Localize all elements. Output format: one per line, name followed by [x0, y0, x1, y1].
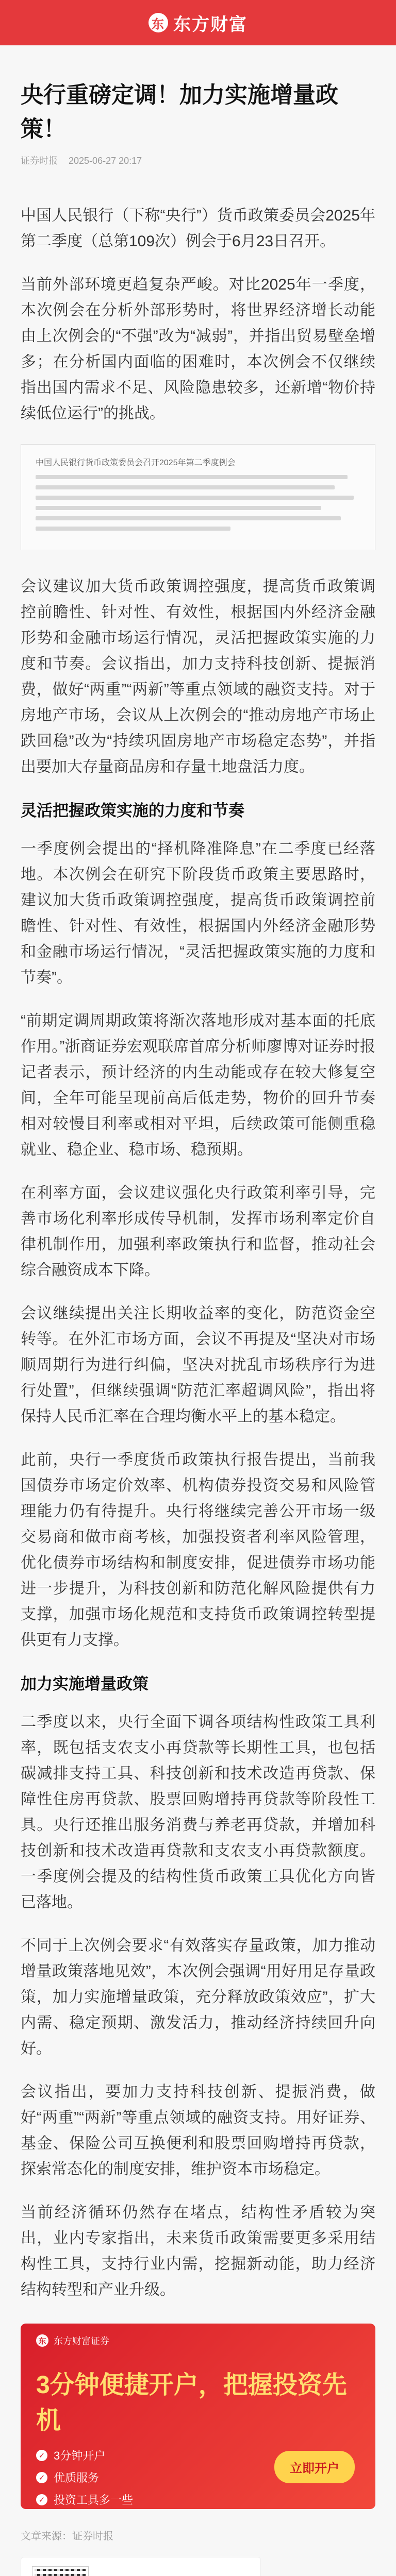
- article-paragraph: 当前外部环境更趋复杂严峻。对比2025年一季度，本次例会在分析外部形势时，将世界经济增长动能由上次例会的“不强”改为“减弱”，并指出贸易壁垒增多；在分析国内面临的困难时，本次例会不仅继续指出国内需求不足、风险隐患较多，还新增“物价持续低位运行”的挑战。: [21, 276, 375, 422]
- qr-card: [21, 2557, 261, 2576]
- brand-logo[interactable]: [148, 10, 248, 36]
- screenshot-caption: 中国人民银行货币政策委员会召开2025年第二季度例会: [36, 459, 236, 467]
- article-paragraph: 此前，央行一季度货币政策执行报告提出，当前我国债券市场定价效率、机构债券投资交易和风险管理能力仍有待提升。央行将继续完善公开市场一级交易商和做市商考核，加强投资者利率风险管理，优化债券市场结构和制度安排，促进债券市场功能进一步提升，为科技创新和防范化解风险提供有力支撑，加强市场化规范和支持货币政策调控转型提供更有力支撑。: [21, 1451, 375, 1649]
- promo-brand: [36, 2334, 360, 2347]
- article-paragraph: 会议继续提出关注长期收益率的变化，防范资金空转等。在外汇市场方面，会议不再提及“坚决对市场顺周期行为进行纠偏，坚决对扰乱市场秩序行为进行处置”，但继续强调“防范汇率超调风险”，指出将保持人民币汇率在合理均衡水平上的基本稳定。: [21, 1305, 375, 1425]
- article-paragraph: 会议指出，要加力支持科技创新、提振消费，做好“两重”“两新”等重点领域的融资支持。用好证券、基金、保险公司互换便利和股票回购增持再贷款，探索常态化的制度安排，维护资本市场稳定。: [21, 2083, 375, 2178]
- screenshot-text-line: [36, 506, 321, 510]
- section-heading: 加力实施增量政策: [21, 1675, 148, 1693]
- logo-text: 东方财富: [173, 14, 248, 35]
- article-paragraph: “前期定调周期政策将渐次落地形成对基本面的托底作用。”浙商证券宏观联席首席分析师廖博对证券时报记者表示，预计经济的内生动能或存在较大修复空间，全年可能呈现前高后低走势，物价的回升节奏相对较慢目利率或相对平坦，后续政策可能侧重稳就业、稳企业、稳市场、稳预期。: [21, 1012, 375, 1158]
- screenshot-text-line: [36, 516, 341, 520]
- article-meta: [21, 154, 375, 167]
- article-paragraph: 会议建议加大货币政策调控强度，提高货币政策调控前瞻性、针对性、有效性，根据国内外经济金融形势和金融市场运行情况，灵活把握政策实施的力度和节奏。会议指出，加力支持科技创新、提振消费，做好“两重”“两新”等重点领域的融资支持。对于房地产市场，会议从上次例会的“推动房地产市场止跌回稳”改为“持续巩固房地产市场稳定态势”，并指出要加大存量商品房和存量土地盘活力度。: [21, 578, 375, 775]
- screenshot-text-line: [36, 475, 348, 479]
- brand-mark-icon: 东: [36, 2334, 48, 2347]
- promo-feature-label: 3分钟开户: [54, 2449, 106, 2462]
- promo-headline: 3分钟便捷开户，把握投资先机: [36, 2371, 347, 2434]
- check-icon: ✓: [36, 2450, 47, 2461]
- promo-brand-label: 东方财富证券: [54, 2336, 109, 2346]
- article-paragraph: 一季度例会提出的“择机降准降息”在二季度已经落地。本次例会在研究下阶段货币政策主要思路时，建议加大货币政策调控强度，提高货币政策调控前瞻性、针对性、有效性，根据国内外经济金融形势和金融市场运行情况，“灵活把握政策实施的力度和节奏”。: [21, 840, 375, 986]
- article-paragraph: 当前经济循环仍然存在堵点，结构性矛盾较为突出，业内专家指出，未来货币政策需要更多采用结构性工具，支持行业内需，挖掘新动能，助力经济结构转型和产业升级。: [21, 2204, 375, 2298]
- article-paragraph: 在利率方面，会议建议强化央行政策利率引导，完善市场化利率形成传导机制，发挥市场利率定价自律机制作用，加强利率政策执行和监督，推动社会综合融资成本下降。: [21, 1184, 375, 1279]
- check-icon: ✓: [36, 2472, 47, 2483]
- logo-mark-icon: 东: [148, 13, 168, 32]
- promo-feature-label: 投资工具多一些: [54, 2494, 134, 2506]
- screenshot-text-line: [36, 496, 354, 500]
- promo-feature: [36, 2492, 360, 2507]
- qr-code-icon[interactable]: [32, 2567, 88, 2576]
- article-date: 2025-06-27 20:17: [69, 156, 142, 166]
- embedded-screenshot: [21, 444, 375, 550]
- article-paragraph: 中国人民银行（下称“央行”）货币政策委员会2025年第二季度（总第109次）例会于6月23日召开。: [21, 207, 375, 250]
- open-account-button[interactable]: 立即开户: [274, 2451, 355, 2483]
- article-paragraph: 二季度以来，央行全面下调各项结构性政策工具利率，既包括支农支小再贷款等长期性工具，也包括碳减排支持工具、科技创新和技术改造再贷款、保障性住房再贷款、股票回购增持再贷款等阶段性工具。央行还推出服务消费与养老再贷款，并增加科技创新和技术改造再贷款和支农支小再贷款额度。一季度例会提及的结构性货币政策工具优化方向皆已落地。: [21, 1714, 375, 1911]
- section-heading: 灵活把握政策实施的力度和节奏: [21, 802, 244, 820]
- article-source: 证券时报: [21, 156, 58, 166]
- article-title: 央行重磅定调！加力实施增量政策！: [21, 82, 338, 142]
- article-source-note: 文章来源：证券时报: [21, 2531, 113, 2542]
- top-bar: [0, 0, 396, 45]
- article-content: [0, 45, 396, 2576]
- promo-banner[interactable]: [21, 2324, 375, 2509]
- screenshot-text-line: [36, 485, 335, 489]
- screenshot-text-line: [36, 527, 230, 531]
- promo-feature-label: 优质服务: [54, 2471, 100, 2484]
- check-icon: ✓: [36, 2494, 47, 2505]
- article-paragraph: 不同于上次例会要求“有效落实存量政策，加力推动增量政策落地见效”，本次例会强调“用好用足存量政策，加力实施增量政策，充分释放政策效应”，扩大内需、稳定预期、激发活力，推动经济持续回升向好。: [21, 1937, 375, 2057]
